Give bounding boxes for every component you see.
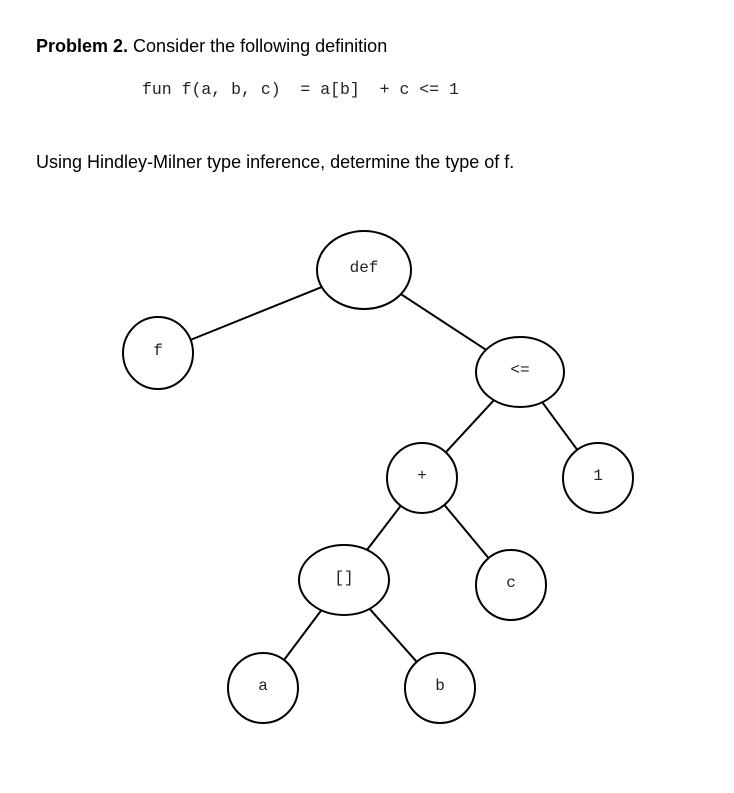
node-label-f: f (153, 342, 163, 361)
node-label-one: 1 (593, 467, 603, 486)
node-label-index: [] (334, 569, 354, 588)
node-label-plus: + (417, 467, 427, 486)
node-one (563, 443, 633, 513)
problem-number: Problem 2. (36, 36, 129, 56)
node-label-a: a (258, 677, 268, 696)
node-label-c: c (506, 574, 516, 593)
edge-def-le (401, 294, 486, 350)
node-le (476, 337, 564, 407)
node-label-b: b (435, 677, 445, 696)
node-a (228, 653, 298, 723)
node-label-le: <= (510, 361, 530, 380)
problem-intro: Consider the following definition (133, 36, 388, 56)
edge-index-a (284, 610, 321, 660)
node-c (476, 550, 546, 620)
edge-index-b (370, 609, 417, 662)
edge-plus-index (367, 506, 401, 550)
question-text: Using Hindley-Milner type inference, determine the type of f. (36, 152, 515, 172)
node-label-def: def (349, 259, 379, 278)
node-plus (387, 443, 457, 513)
edge-le-one (542, 402, 577, 450)
edge-def-f (191, 287, 322, 340)
node-b (405, 653, 475, 723)
tree-nodes (123, 231, 633, 723)
edge-le-plus (446, 400, 494, 452)
function-definition-code: fun f(a, b, c) = a[b] + c <= 1 (142, 80, 459, 99)
node-index (299, 545, 389, 615)
node-def (317, 231, 411, 309)
edge-plus-c (444, 505, 488, 558)
node-f (123, 317, 193, 389)
